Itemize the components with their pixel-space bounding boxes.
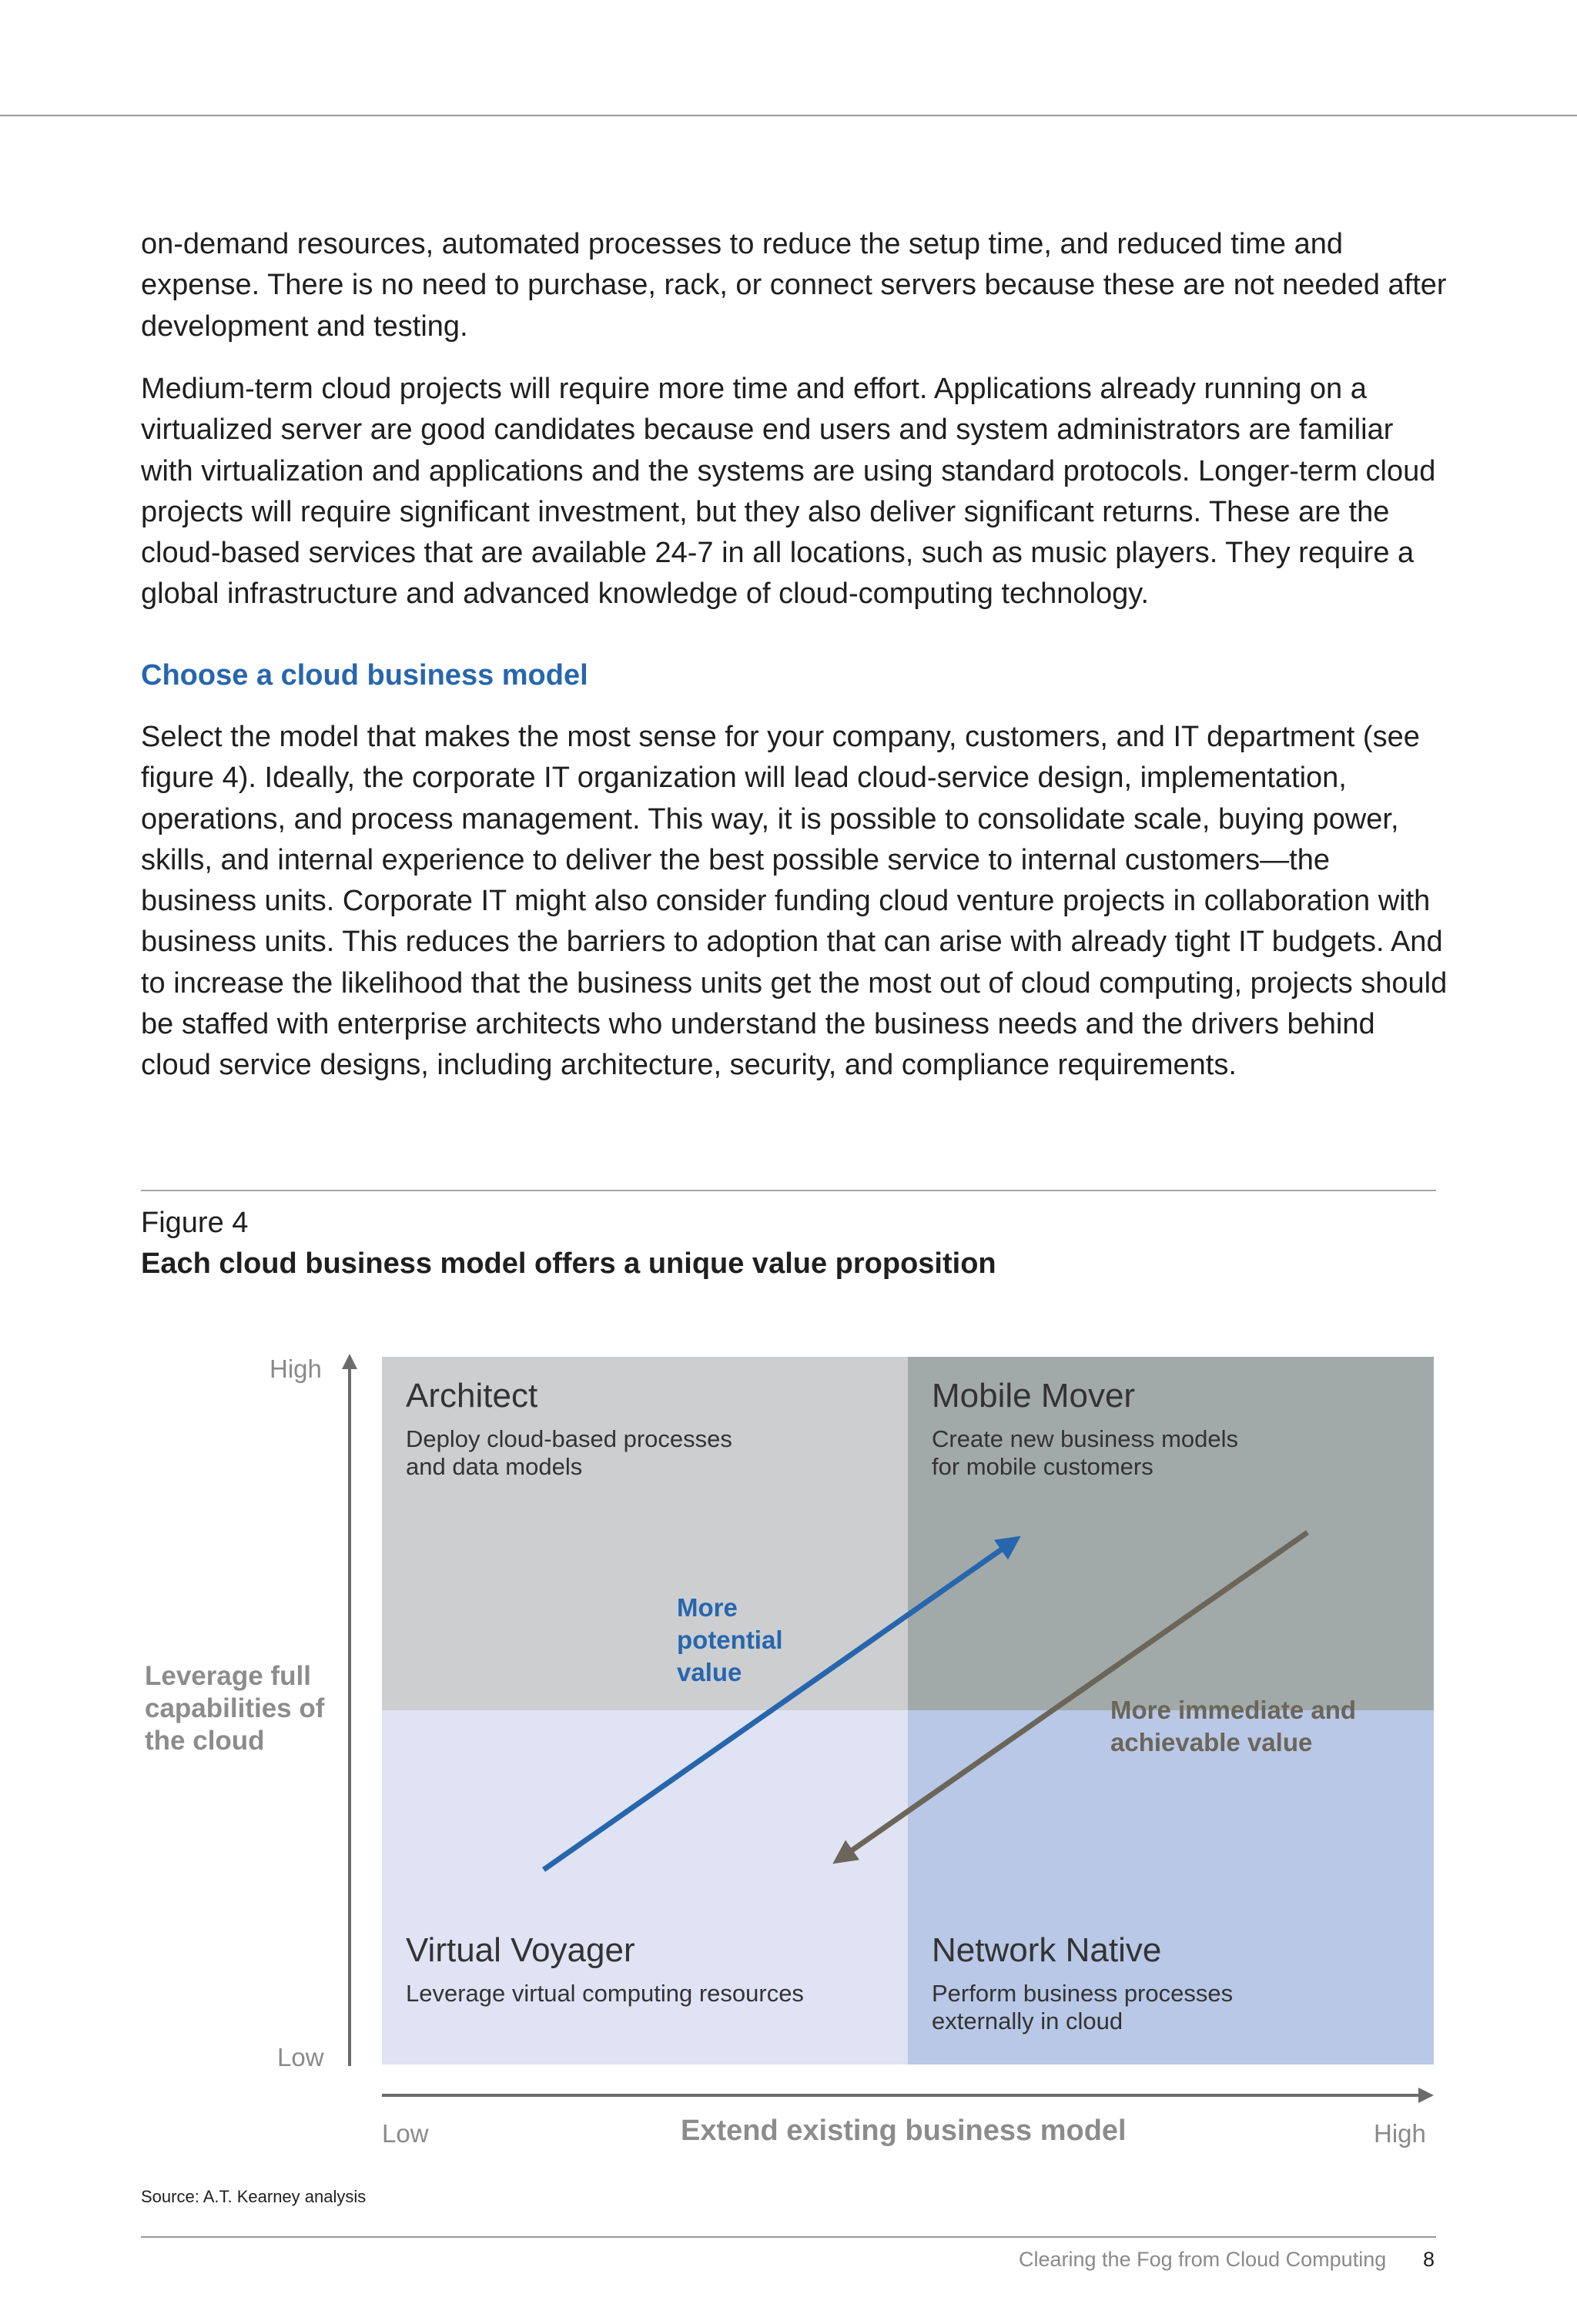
- footer-rule: [141, 2236, 1436, 2238]
- virtual-voyager-title: Virtual Voyager: [406, 1931, 635, 1969]
- network-native-title: Network Native: [932, 1931, 1162, 1969]
- section-heading: Choose a cloud business model: [141, 659, 588, 692]
- x-axis-high-label: High: [1374, 2119, 1426, 2148]
- x-axis-title: Extend existing business model: [681, 2115, 1127, 2147]
- x-axis-low-label: Low: [382, 2119, 429, 2148]
- immediate-value-label: More immediate and achievable value: [1110, 1696, 1357, 1756]
- figure-label: Figure 4: [141, 1207, 249, 1239]
- mobile-mover-title: Mobile Mover: [932, 1377, 1136, 1415]
- mobile-mover-desc: Create new business models for mobile customers: [932, 1425, 1239, 1480]
- figure-title: Each cloud business model offers a unique value proposition: [141, 1247, 996, 1280]
- footer-title: Clearing the Fog from Cloud Computing: [1019, 2248, 1387, 2271]
- figure-source: Source: A.T. Kearney analysis: [141, 2187, 367, 2206]
- network-native-desc: Perform business processes externally in cloud: [932, 1980, 1234, 2034]
- paragraph-3: Select the model that makes the most sense for your company, customers, and IT department (see figure 4). Ideally, the corporate IT organization will lead cloud-service design, implementation, operations, and process management. This way, it is possible to consolidate scale, buying power, skills, and internal experience to deliver the best possible service to internal customers—the business units. Corporate IT might also consider funding cloud venture projects in collaboration with business units. This reduces the barriers to adoption that can arise with already tight IT budgets. And to increase the likelihood that the business units get the most out of cloud computing, projects should be staffed with enterprise architects who understand the business needs and the drivers behind cloud service designs, including architecture, security, and compliance requirements.: [141, 721, 1448, 1082]
- architect-title: Architect: [406, 1377, 538, 1415]
- y-axis-title: Leverage full capabilities of the cloud: [145, 1661, 325, 1756]
- y-axis-low-label: Low: [277, 2043, 324, 2071]
- page-number: 8: [1423, 2248, 1435, 2271]
- potential-value-label: More potential value: [677, 1593, 783, 1686]
- potential-value-arrow: [544, 1540, 1015, 1870]
- architect-desc: Deploy cloud-based processes and data models: [406, 1425, 732, 1480]
- y-axis-high-label: High: [270, 1355, 322, 1383]
- paragraph-1: on-demand resources, automated processes to reduce the setup time, and reduced time and expense. There is no need to purchase, rack, or connect servers because these are not needed after development and testing.: [141, 228, 1447, 343]
- virtual-voyager-desc: Leverage virtual computing resources: [406, 1980, 804, 2007]
- paragraph-2: Medium-term cloud projects will require more time and effort. Applications already running on a virtualized server are good candidates because end users and system administrators are familiar with virtualization and applications and the systems are using standard protocols. Longer-term cloud projects will require significant investment, but they also deliver significant returns. These are the cloud-based services that are available 24-7 in all locations, such as music players. They require a global infrastructure and advanced knowledge of cloud-computing technology.: [141, 373, 1436, 611]
